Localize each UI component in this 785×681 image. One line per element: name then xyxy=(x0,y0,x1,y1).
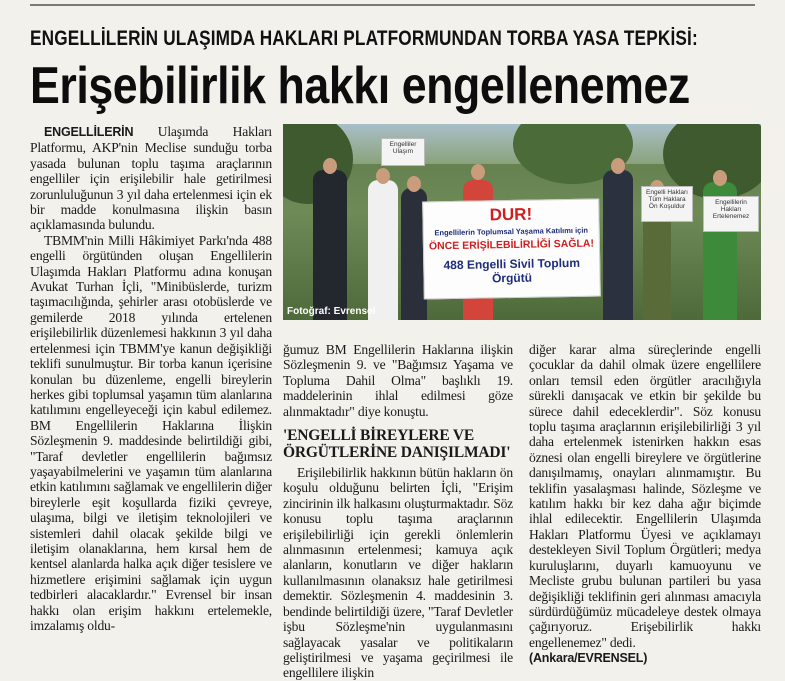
protester-head xyxy=(323,158,337,174)
banner-line: Engellilerin Toplumsal Yaşama Katılımı için xyxy=(434,225,589,238)
banner-line: DUR! xyxy=(489,204,533,225)
sign-text: Engelli Hakları Tüm Haklara Ön Koşuldur xyxy=(646,189,688,210)
article-headline: Erişebilirlik hakkı engellenemez xyxy=(30,57,690,115)
sign-text: Engelliler Ulaşım xyxy=(389,141,417,155)
paragraph: ğumuz BM Engellilerin Haklarına ilişkin Sözleşmenin 9. ve "Bağımsız Yaşama ve Topluma Dahil Olma" başlıklı 19. maddelerinin ihlal edilmesi göze alınmaktadır" diye konuştu. xyxy=(283,342,513,419)
protester-head xyxy=(407,176,421,192)
paragraph xyxy=(30,124,272,233)
protest-sign xyxy=(381,138,425,166)
protester-head xyxy=(713,170,727,186)
protest-banner xyxy=(422,198,601,299)
protest-sign xyxy=(703,196,759,232)
article-subhead: 'ENGELLİ BİREYLERE VE ÖRGÜTLERİNE DANIŞILMADI' xyxy=(283,427,511,462)
protester xyxy=(313,170,347,320)
paragraph: Erişilebilirlik hakkının bütün hakların ön koşulu olduğunu belirten İçli, "Erişim zincirinin ilk halkasını oluşturmaktadır. Söz konusu toplu taşıma araçlarının erişilebilirliği için gerekli önlemlerin alınmasının ertelenmesi; kamuya açık alanların, konutların ve diğer hakların kullanılmasının olanaksız hale getirilmesi demektir. Sözleşmenin 4. maddesinin 3. bendinde belirtildiği üzere, "Taraf Devletler işbu Sözleşme'nin uygulanmasını sağlayacak yasalar ve politikaların geliştirilmesi ve yaşama geçirilmesi ile engellilere ilişkin xyxy=(283,465,513,681)
lead-word: ENGELLİLERİN xyxy=(44,125,134,139)
paragraph xyxy=(529,650,761,666)
protester-head xyxy=(611,158,625,174)
article-column-1 xyxy=(30,124,272,633)
paragraph: diğer karar alma süreçlerinde engelli çocuklar da dahil olmak üzere engellilere onları temsil eden örgütler aracılığıyla sürekli danışacak ve etkin bir şekilde bu sürece dahil edeceklerdir". Söz konusu toplu taşıma araçlarının erişilebilirliği 3 yıl daha ertelenmek istenirken hakkın esas öznesi olan engelli bireylere ve örgütlerine danışılmamış, onayları alınmamıştır. Bu teklifin yasalaşması halinde, Sözleşme ve katılım hakkı bir kez daha ağır biçimde ihlal edilecektir. Engellilerin Ulaşımda Hakları Platformu Üyesi ve açıklamayı destekleyen Sivil Toplum Örgütleri; medya kuruluşlarını, duyarlı kamuoyunu ve Mecliste grubu bulunan partileri bu yasa değişikliği teklifinin geri alınması amacıyla sürdürdüğümüz mücadeleye destek olmaya çağırıyoruz. Erişebilirlik hakkı engellenemez" dedi. xyxy=(529,342,761,650)
protest-sign xyxy=(641,186,693,222)
top-rule xyxy=(30,4,755,6)
banner-line: 488 Engelli Sivil Toplum Örgütü xyxy=(443,255,581,286)
article-column-3 xyxy=(529,342,761,667)
protester xyxy=(603,170,633,320)
photo-credit: Fotoğraf: Evrensel xyxy=(287,306,376,317)
banner-line: ÖNCE ERİŞİLEBİLİRLİĞİ SAĞLA! xyxy=(428,237,595,253)
protester-head xyxy=(471,164,485,180)
article-signoff: (Ankara/EVRENSEL) xyxy=(529,651,648,666)
protester xyxy=(368,180,398,320)
paragraph-text: Ulaşımda Hakları Platformu, AKP'nin Meclise sunduğu torba yasada bulunan toplu taşıma araçlarının engelliler için erişilebilir hale getirilmesi zorunluluğunun 3 yıl daha ertelenmesi için ek bir madde konulmasına ilişkin basın açıklamasında bulundu. xyxy=(30,124,272,233)
article-photo xyxy=(283,124,761,320)
sign-text: Engellilerin Hakları Ertelenemez xyxy=(712,199,750,220)
protester-head xyxy=(376,168,390,184)
article-kicker: ENGELLİLERİN ULAŞIMDA HAKLARI PLATFORMUNDAN TORBA YASA TEPKİSİ: xyxy=(30,27,698,50)
paragraph: TBMM'nin Milli Hâkimiyet Parkı'nda 488 engelli örgütünden oluşan Engellilerin Ulaşımda Hakları Platformu adına konuşan Avukat Turhan İçli, "Minibüslerde, turizm taşımacılığında, şehirler arası otobüslerde ve gemilerde 2018 yılında ertelenen erişilebilirlik düzenlemesi hakkının 3 yıl daha ertelenmesi için TBMM'ye kanun değişikliği teklifi sunulmuştur. Bir torba kanun içerisine konulan bu düzenleme, engelli bireylerin herkes gibi toplumsal yaşamın tüm alanlarına katılımını engelleyeceği için kabul edilemez. BM Engellilerin Haklarına İlişkin Sözleşmenin 9. maddesinde belirtildiği gibi, "Taraf devletler engellilerin bağımsız yaşayabilmelerini ve yaşamın tüm alanlarına etkin katılımını sağlamak ve engellilerin diğer bireylerle eşit koşullarda fiziki çevreye, ulaşıma, bilgi ve iletişim teknolojileri ve sistemleri dahil olacak şekilde bilgi ve iletişim olanaklarına, hem kırsal hem de kentsel alanlarda halka açık diğer tesislere ve hizmetlere erişimini sağlamak için uygun tedbirleri alacaklardır." Evrensel bir insan hakkı olan erişim hakkını ertelemekle, imzalamış oldu- xyxy=(30,232,272,633)
article-column-2 xyxy=(283,342,513,681)
